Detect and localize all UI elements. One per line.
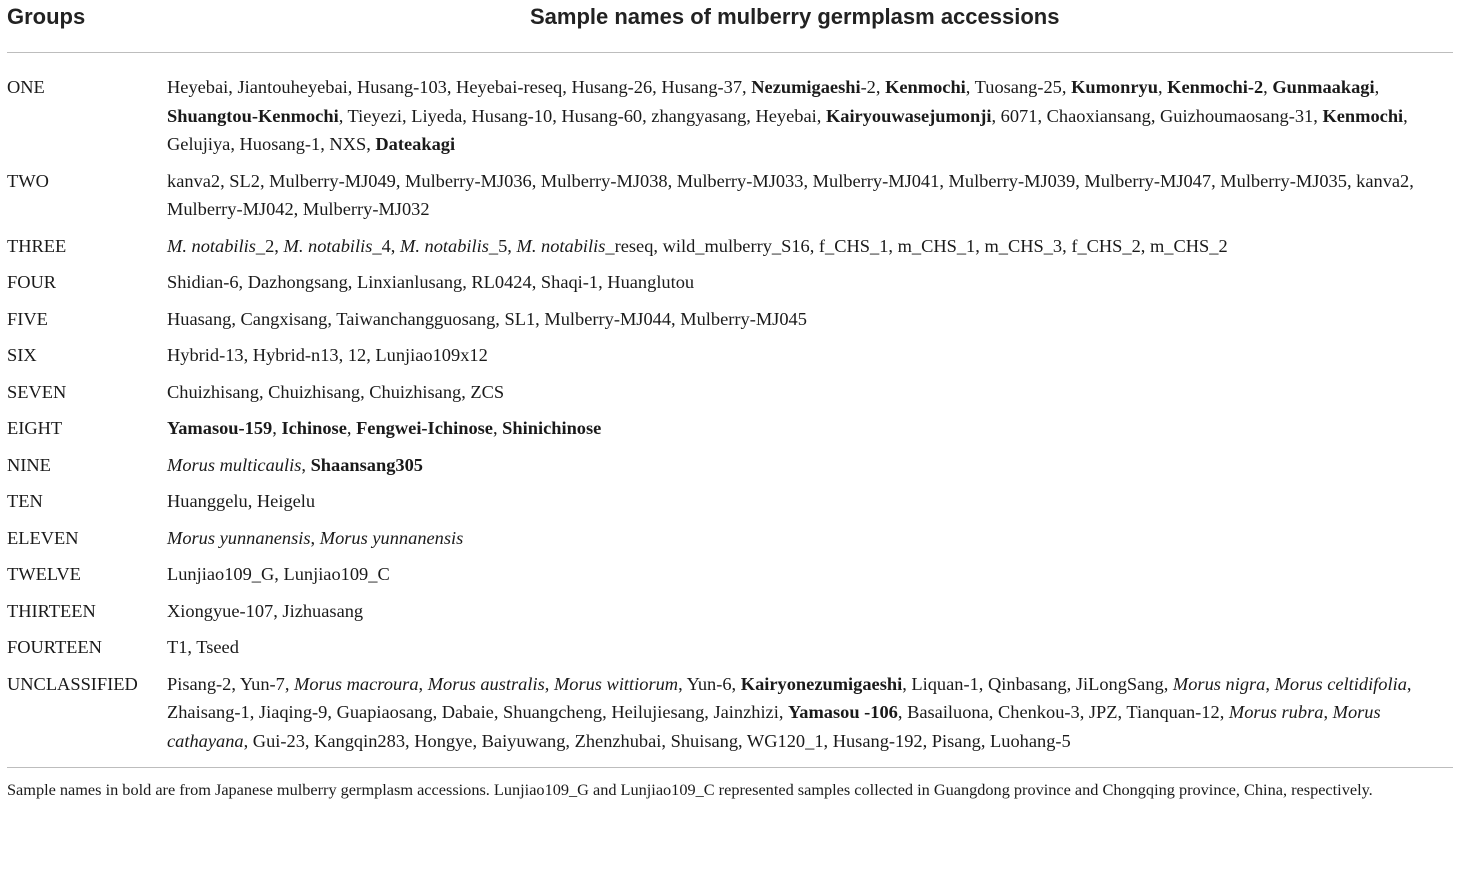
table-header [7, 0, 1453, 53]
sample-text: kanva2, SL2, Mulberry-MJ049, Mulberry-MJ036, Mulberry-MJ038, Mulberry-MJ033, Mulberry-MJ041, Mulberry-MJ039, Mulberry-MJ047, Mulberry-MJ035, kanva2, Mulberry-MJ042, Mulberry-MJ032 [167, 170, 1414, 219]
table-row [7, 232, 1453, 261]
sample-text: , [1263, 77, 1273, 97]
sample-name-japanese: Kairyouwasejumonji [825, 105, 992, 126]
sample-name-japanese: Shuangtou-Kenmochi [167, 105, 339, 126]
table-row [7, 73, 1453, 159]
group-label: TWELVE [7, 564, 81, 584]
sample-text: , [418, 673, 428, 694]
table-row [7, 560, 1453, 589]
sample-names [167, 633, 1453, 662]
table-row [7, 305, 1453, 334]
species-name: M. notabilis [167, 235, 256, 256]
sample-name-japanese: Kenmochi [885, 77, 966, 97]
table-row [7, 341, 1453, 370]
sample-names [167, 560, 1453, 589]
group-label: FOURTEEN [7, 637, 102, 657]
sample-text: , Basailuona, Chenkou-3, JPZ, Tianquan-12, [897, 702, 1229, 722]
table-row [7, 670, 1453, 756]
sample-name-japanese: Nezumigaeshi [751, 77, 861, 97]
species-name: Morus wittiorum [553, 673, 679, 694]
sample-name-japanese: Gunmaakagi [1272, 77, 1375, 97]
sample-text: Pisang-2, Yun-7, [167, 673, 295, 694]
species-name: Morus yunnanensis [167, 527, 311, 548]
sample-text: Huanggelu, Heigelu [167, 491, 316, 511]
species-name: Morus cathayana [167, 702, 1381, 751]
species-name: Morus australis [427, 673, 545, 694]
sample-names [167, 232, 1453, 261]
species-name: Morus celtidifolia [1274, 673, 1407, 694]
samples-column-header: Sample names of mulberry germplasm accessions [530, 4, 1060, 29]
table-row [7, 597, 1453, 626]
sample-text: _2, [255, 235, 284, 256]
table-row [7, 414, 1453, 443]
group-label: TEN [7, 491, 43, 511]
sample-text: , [1374, 77, 1380, 97]
sample-names [167, 268, 1453, 297]
group-label: TWO [7, 170, 49, 191]
sample-text: , Liquan-1, Qinbasang, JiLongSang, [902, 673, 1173, 694]
sample-text: , [492, 418, 503, 438]
sample-text: _5, [488, 235, 517, 256]
sample-names [167, 414, 1453, 443]
sample-text: , 6071, Chaoxiansang, Guizhoumaosang-31, [991, 105, 1323, 126]
sample-text: Heyebai, Jiantouheyebai, Husang-103, Heyebai-reseq, Husang-26, Husang-37, [167, 77, 752, 97]
species-name: Morus multicaulis [167, 454, 302, 475]
sample-text: Hybrid-13, Hybrid-n13, 12, Lunjiao109x12 [167, 345, 488, 365]
sample-name-japanese: Dateakagi [375, 134, 456, 154]
sample-name-japanese: Shaansang305 [310, 454, 423, 475]
group-label: EIGHT [7, 418, 63, 438]
group-label: NINE [7, 454, 51, 475]
group-label: THREE [7, 235, 67, 256]
species-name: Morus yunnanensis [319, 527, 464, 548]
sample-name-japanese: Yamasou -106 [788, 702, 898, 722]
table-row [7, 633, 1453, 662]
table-row [7, 451, 1453, 480]
sample-text: Shidian-6, Dazhongsang, Linxianlusang, RL0424, Shaqi-1, Huanglutou [167, 272, 695, 292]
table-footnote: Sample names in bold are from Japanese mulberry germplasm accessions. Lunjiao109_G and Lunjiao109_C represented samples collected in Guangdong province and Chongqing province, China, respectively. [7, 780, 1373, 799]
sample-names [167, 670, 1453, 756]
sample-names [167, 167, 1453, 224]
sample-text: , [1157, 77, 1168, 97]
sample-text: _4, [372, 235, 400, 256]
sample-names [167, 341, 1453, 370]
sample-text: Lunjiao109_G, Lunjiao109_C [167, 564, 390, 584]
sample-text: -2, [860, 77, 886, 97]
sample-text: _reseq, wild_mulberry_S16, f_CHS_1, m_CHS_1, m_CHS_3, f_CHS_2, m_CHS_2 [605, 235, 1228, 256]
sample-names [167, 597, 1453, 626]
sample-names [167, 524, 1453, 553]
sample-names [167, 451, 1453, 480]
sample-text: Xiongyue-107, Jizhuasang [167, 600, 364, 621]
sample-text: , [544, 673, 554, 694]
sample-name-japanese: Kumonryu [1071, 77, 1158, 97]
sample-name-japanese: Yamasou-159 [167, 418, 273, 438]
table-container [7, 0, 1453, 802]
species-name: M. notabilis [283, 235, 373, 256]
sample-text: , Gui-23, Kangqin283, Hongye, Baiyuwang, Zhenzhubai, Shuisang, WG120_1, Husang-192, Pisang, Luohang-5 [243, 730, 1071, 751]
sample-names [167, 378, 1453, 407]
sample-names [167, 487, 1453, 516]
sample-text: , [1265, 673, 1275, 694]
group-label: SEVEN [7, 381, 67, 402]
sample-text: , Tuosang-25, [965, 77, 1072, 97]
group-label: SIX [7, 345, 37, 365]
table-row [7, 378, 1453, 407]
sample-name-japanese: Shinichinose [502, 418, 602, 438]
table-row [7, 167, 1453, 224]
group-label: FOUR [7, 272, 57, 292]
species-name: Morus nigra [1172, 673, 1266, 694]
sample-text: , [301, 454, 311, 475]
group-label: THIRTEEN [7, 600, 96, 621]
species-name: M. notabilis [516, 235, 606, 256]
sample-name-japanese: Kenmochi-2 [1167, 77, 1264, 97]
sample-name-japanese: Fengwei-Ichinose [356, 418, 493, 438]
sample-text: , Gelujiya, Huosang-1, NXS, [167, 105, 1408, 154]
table-row [7, 524, 1453, 553]
group-label: ELEVEN [7, 527, 79, 548]
sample-text: , [1323, 702, 1333, 722]
sample-text: , Yun-6, [678, 673, 741, 694]
sample-names [167, 305, 1453, 334]
sample-text: , Zhaisang-1, Jiaqing-9, Guapiaosang, Dabaie, Shuangcheng, Heilujiesang, Jainzhizi, [167, 673, 1412, 722]
species-name: Morus macroura [294, 673, 419, 694]
group-label: ONE [7, 77, 45, 97]
sample-name-japanese: Kairyonezumigaeshi [740, 673, 903, 694]
group-label: FIVE [7, 308, 48, 329]
sample-text: , [310, 527, 320, 548]
sample-text: , [272, 418, 282, 438]
sample-text: T1, Tseed [167, 637, 239, 657]
sample-name-japanese: Kenmochi [1322, 105, 1404, 126]
table-body [7, 53, 1453, 755]
sample-names [167, 73, 1453, 159]
sample-text: Chuizhisang, Chuizhisang, Chuizhisang, ZCS [167, 381, 505, 402]
table-row [7, 268, 1453, 297]
species-name: Morus rubra [1228, 702, 1324, 722]
sample-text: , [346, 418, 357, 438]
group-label: UNCLASSIFIED [7, 673, 138, 694]
species-name: M. notabilis [400, 235, 489, 256]
sample-name-japanese: Ichinose [281, 418, 347, 438]
groups-column-header: Groups [7, 4, 86, 29]
table-row [7, 487, 1453, 516]
sample-text: , Tieyezi, Liyeda, Husang-10, Husang-60, zhangyasang, Heyebai, [338, 105, 826, 126]
sample-text: Huasang, Cangxisang, Taiwanchangguosang, SL1, Mulberry-MJ044, Mulberry-MJ045 [167, 308, 807, 329]
